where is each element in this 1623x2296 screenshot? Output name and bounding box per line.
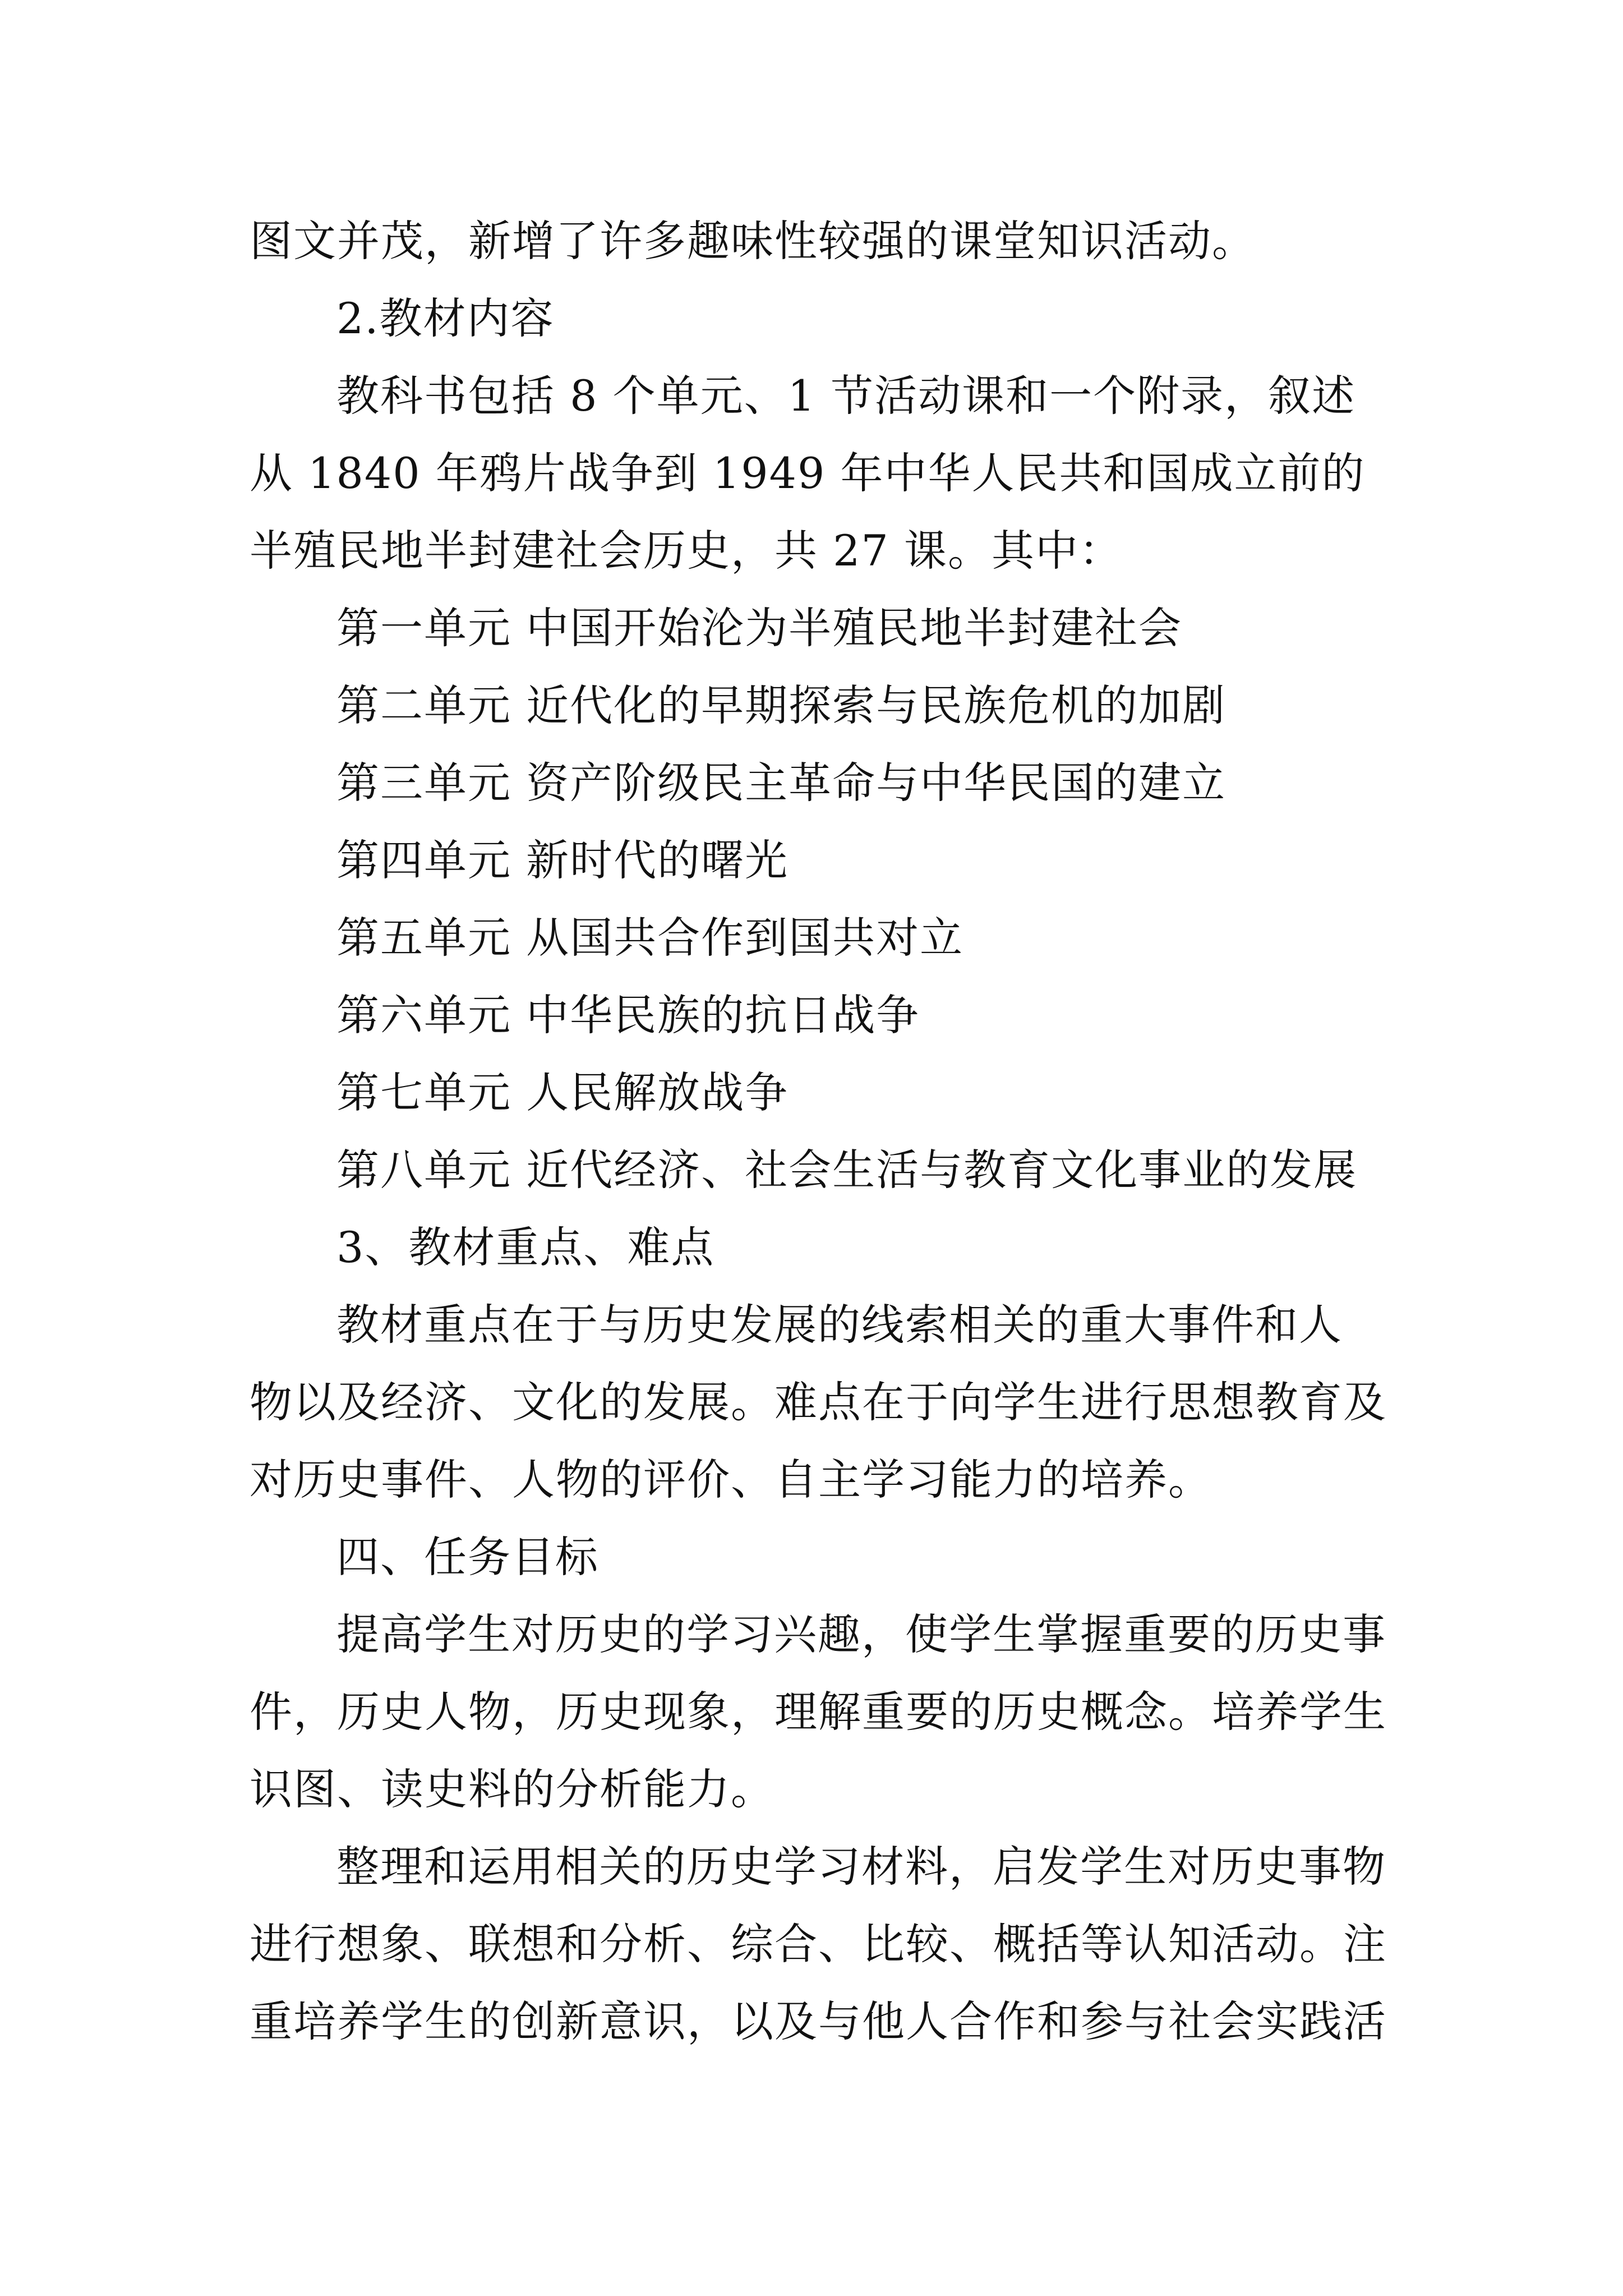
section-heading-task-goals: 四、任务目标 [336, 1532, 599, 1582]
text-line-1: 图文并茂，新增了许多趣味性较强的课堂知识活动。 [250, 216, 1256, 266]
text-line-24: 重培养学生的创新意识，以及与他人合作和参与社会实践活 [250, 1996, 1387, 2046]
unit-4: 第四单元 新时代的曙光 [336, 835, 789, 885]
text-line-19: 提高学生对历史的学习兴趣，使学生掌握重要的历史事 [336, 1609, 1386, 1659]
text-line-23: 进行想象、联想和分析、综合、比较、概括等认知活动。注 [250, 1919, 1387, 1969]
text-line-3: 教科书包括 8 个单元、1 节活动课和一个附录，叙述 [336, 371, 1356, 421]
text-line-16: 物以及经济、文化的发展。难点在于向学生进行思想教育及 [250, 1377, 1387, 1427]
text-line-5: 半殖民地半封建社会历史，共 27 课。其中： [250, 526, 1123, 576]
text-line-22: 整理和运用相关的历史学习材料，启发学生对历史事物 [336, 1842, 1386, 1892]
text-line-4: 从 1840 年鸦片战争到 1949 年中华人民共和国成立前的 [250, 448, 1366, 498]
unit-7: 第七单元 人民解放战争 [336, 1068, 789, 1117]
section-heading-key-points: 3、教材重点、难点 [336, 1222, 715, 1272]
unit-5: 第五单元 从国共合作到国共对立 [336, 913, 964, 963]
unit-6: 第六单元 中华民族的抗日战争 [336, 990, 920, 1040]
text-line-17: 对历史事件、人物的评价、自主学习能力的培养。 [250, 1455, 1212, 1504]
unit-3: 第三单元 资产阶级民主革命与中华民国的建立 [336, 758, 1227, 808]
text-line-20: 件，历史人物，历史现象，理解重要的历史概念。培养学生 [250, 1687, 1387, 1737]
unit-8: 第八单元 近代经济、社会生活与教育文化事业的发展 [336, 1145, 1358, 1195]
section-heading-teaching-content: 2.教材内容 [336, 293, 555, 343]
text-line-21: 识图、读史料的分析能力。 [250, 1764, 774, 1814]
unit-2: 第二单元 近代化的早期探索与民族危机的加剧 [336, 680, 1227, 730]
unit-1: 第一单元 中国开始沦为半殖民地半封建社会 [336, 603, 1183, 653]
text-line-15: 教材重点在于与历史发展的线索相关的重大事件和人 [336, 1300, 1343, 1350]
